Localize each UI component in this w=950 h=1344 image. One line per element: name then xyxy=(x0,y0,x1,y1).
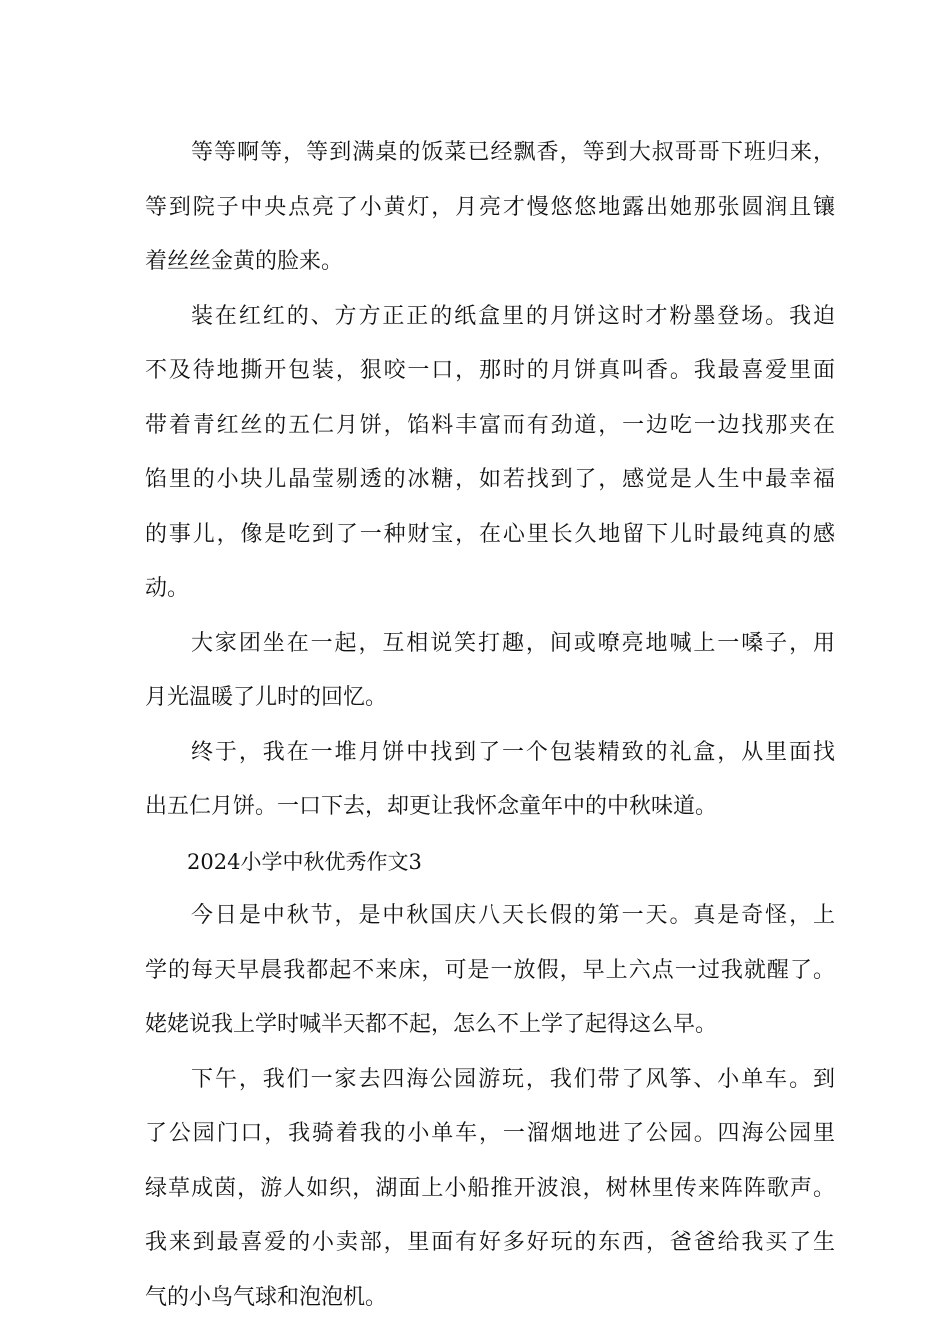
paragraph-3-line-2: 月光温暖了儿时的回忆。 xyxy=(145,685,388,710)
paragraph-6-line-1: 下午，我们一家去四海公园游玩，我们带了风筝、小单车。到 xyxy=(191,1066,835,1092)
paragraph-6-line-4: 我来到最喜爱的小卖部，里面有好多好玩的东西，爸爸给我买了生 xyxy=(145,1230,835,1255)
paragraph-6-line-5: 气的小鸟气球和泡泡机。 xyxy=(145,1284,388,1310)
paragraph-4-line-1: 终于，我在一堆月饼中找到了一个包装精致的礼盒，从里面找 xyxy=(191,739,835,765)
paragraph-4-line-2: 出五仁月饼。一口下去，却更让我怀念童年中的中秋味道。 xyxy=(145,794,718,819)
paragraph-6-line-3: 绿草成茵，游人如织，湖面上小船推开波浪，树林里传来阵阵歌声。 xyxy=(145,1175,835,1201)
document-body xyxy=(145,126,835,1325)
paragraph-2-line-4: 馅里的小块儿晶莹剔透的冰糖，如若找到了，感觉是人生中最幸福 xyxy=(145,467,835,492)
section-heading: 2024小学中秋优秀作文3 xyxy=(187,849,422,874)
paragraph-1-line-3: 着丝丝金黄的脸来。 xyxy=(145,249,344,274)
paragraph-5-line-3: 姥姥说我上学时喊半天都不起，怎么不上学了起得这么早。 xyxy=(145,1012,718,1037)
paragraph-5-line-1: 今日是中秋节，是中秋国庆八天长假的第一天。真是奇怪，上 xyxy=(191,903,835,928)
paragraph-2-line-1: 装在红红的、方方正正的纸盒里的月饼这时才粉墨登场。我迫 xyxy=(191,303,835,329)
paragraph-2-line-6: 动。 xyxy=(145,576,190,601)
paragraph-2-line-2: 不及待地撕开包装，狠咬一口，那时的月饼真叫香。我最喜爱里面 xyxy=(145,358,835,383)
paragraph-3-line-1: 大家团坐在一起，互相说笑打趣，间或嘹亮地喊上一嗓子，用 xyxy=(191,630,835,656)
paragraph-1-line-1: 等等啊等，等到满桌的饭菜已经飘香，等到大叔哥哥下班归来， xyxy=(191,140,835,165)
paragraph-2-line-3: 带着青红丝的五仁月饼，馅料丰富而有劲道，一边吃一边找那夹在 xyxy=(145,412,835,438)
paragraph-2-line-5: 的事儿，像是吃到了一种财宝，在心里长久地留下儿时最纯真的感 xyxy=(145,521,835,547)
paragraph-1-line-2: 等到院子中央点亮了小黄灯，月亮才慢悠悠地露出她那张圆润且镶 xyxy=(145,194,835,220)
paragraph-6-line-2: 了公园门口，我骑着我的小单车，一溜烟地进了公园。四海公园里 xyxy=(145,1121,835,1146)
paragraph-5-line-2: 学的每天早晨我都起不来床，可是一放假，早上六点一过我就醒了。 xyxy=(145,957,835,983)
